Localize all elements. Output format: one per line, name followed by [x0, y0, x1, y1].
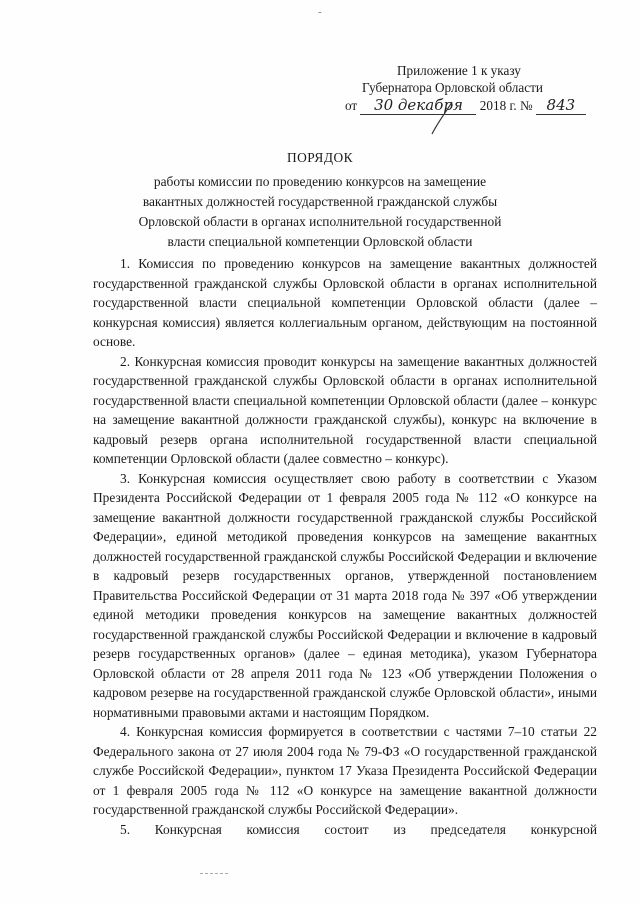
title-line-3: Орловской области в органах исполнительной государственной	[138, 214, 502, 229]
paragraph-2: 2. Конкурсная комиссия проводит конкурсы на замещение вакантных должностей государственной гражданской службы Орловской области в органах исполнительной государственной власти специальной компетенции Орловской области (далее – конкурс на замещение вакантной должности гражданской службы), конкурс на включение в кадровый резерв органа исполнительной государственной власти специальной компетенции Орловской области (далее совместно – конкурс).	[93, 353, 597, 466]
appendix-line-3	[345, 97, 586, 115]
document-title	[0, 148, 640, 252]
title-line-4: власти специальной компетенции Орловской области	[167, 234, 473, 249]
year-number-label: 2018 г. №	[479, 98, 533, 113]
paragraph-1: 1. Комиссия по проведению конкурсов на замещение вакантных должностей государственной гражданской службы Орловской области в органах исполнительной государственной власти специальной компетенции Орловской области (далее – конкурсная комиссия) является коллегиальным органом, действующим на постоянной основе.	[93, 256, 597, 349]
date-prefix: от	[345, 98, 358, 113]
paragraph-4: 4. Конкурсная комиссия формируется в соответствии с частями 7–10 статьи 22 Федерального закона от 27 июля 2004 года № 79-ФЗ «О государственной гражданской службе Российской Федерации», пунктом 17 Указа Президента Российской Федерации от 1 февраля 2005 года № 112 «О конкурсе на замещение вакантной должности государственной гражданской службы Российской Федерации».	[93, 724, 597, 817]
paragraph-3: 3. Конкурсная комиссия осуществляет свою работу в соответствии с Указом Президента Российской Федерации от 1 февраля 2005 года № 112 «О конкурсе на замещение вакантной должности государственной гражданской службы Российской Федерации», единой методикой проведения конкурсов на замещение вакантных должностей государственной гражданской службы Российской Федерации и включение в кадровый резерв государственных органов, утвержденной постановлением Правительства Российской Федерации от 31 марта 2018 года № 397 «Об утверждении единой методики проведения конкурсов на замещение вакантных должностей государственной гражданской службы Российской Федерации и включение в кадровый резерв государственных органов» (далее – единая методика), указом Губернатора Орловской области от 28 апреля 2011 года № 123 «Об утверждении Положения о кадровом резерве на государственной гражданской службе Орловской области», иными нормативными правовыми актами и настоящим Порядком.	[93, 470, 597, 720]
corner-mark: -	[318, 6, 322, 18]
title-heading: ПОРЯДОК	[286, 150, 354, 165]
handwritten-date: 30 декабря	[360, 97, 476, 115]
appendix-line-2: Губернатора Орловской области	[362, 80, 543, 95]
title-line-1: работы комиссии по проведению конкурсов на замещение	[153, 174, 487, 189]
paragraph-5: 5. Конкурсная комиссия состоит из председателя конкурсной	[120, 821, 597, 837]
handwritten-number: 843	[536, 97, 586, 115]
document-body	[93, 254, 597, 839]
pen-stroke-mark	[428, 100, 458, 136]
title-line-2: вакантных должностей государственной гражданской службы	[142, 194, 498, 209]
appendix-line-1: Приложение 1 к указу	[397, 63, 521, 78]
footer-scan-mark	[200, 873, 228, 874]
